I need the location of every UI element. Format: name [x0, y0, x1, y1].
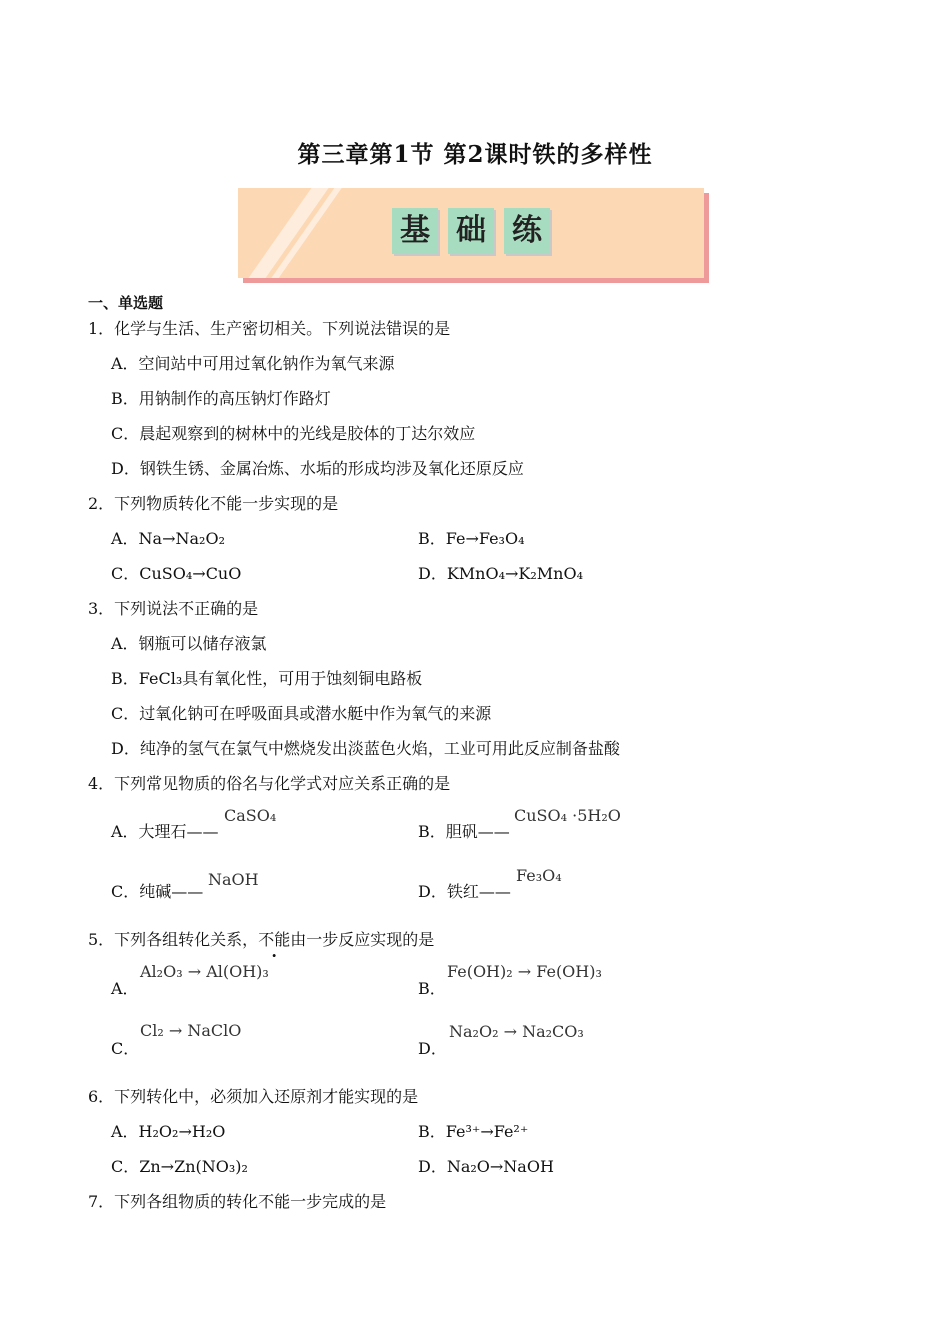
- question-5-stem: [88, 927, 434, 950]
- q6-option-d: D．Na₂O→NaOH: [418, 1157, 554, 1176]
- q3-option-c: C．过氧化钠可在呼吸面具或潜水艇中作为氧气的来源: [111, 704, 492, 723]
- q4-formula-d: Fe₃O₄: [516, 866, 562, 885]
- banner-char: 基: [392, 208, 438, 254]
- q4-option-d: D．铁红——: [418, 882, 511, 901]
- q4-formula-b: CuSO₄ ·5H₂O: [514, 806, 621, 825]
- q5-option-c: C．: [111, 1039, 140, 1058]
- q3-option-b: B．FeCl₃具有氧化性，可用于蚀刻铜电路板: [111, 669, 423, 688]
- banner-char: 础: [448, 208, 494, 254]
- q5-option-b: B．: [418, 979, 446, 998]
- section-heading: 一、单选题: [88, 294, 164, 312]
- q5-stem-post: 由一步反应实现的是: [290, 930, 435, 949]
- question-1-stem: 1．化学与生活、生产密切相关。下列说法错误的是: [88, 319, 451, 338]
- banner-char: 练: [504, 208, 550, 254]
- q2-option-d: D．KMnO₄→K₂MnO₄: [418, 564, 583, 583]
- question-4-stem: 4．下列常见物质的俗名与化学式对应关系正确的是: [88, 774, 451, 793]
- q2-option-a: A．Na→Na₂O₂: [111, 529, 225, 548]
- q4-option-a: A．大理石——: [111, 822, 219, 841]
- q1-option-d: D．钢铁生锈、金属冶炼、水垢的形成均涉及氧化还原反应: [111, 459, 524, 478]
- q1-option-b: B．用钠制作的高压钠灯作路灯: [111, 389, 331, 408]
- q4-option-b: B．胆矾——: [418, 822, 510, 841]
- q5-stem-emphasis: 不能: [258, 930, 291, 949]
- question-2-stem: 2．下列物质转化不能一步实现的是: [88, 494, 339, 513]
- question-3-stem: 3．下列说法不正确的是: [88, 599, 259, 618]
- q6-option-c: C．Zn→Zn(NO₃)₂: [111, 1157, 248, 1176]
- q2-option-b: B．Fe→Fe₃O₄: [418, 529, 525, 548]
- q1-option-c: C．晨起观察到的树林中的光线是胶体的丁达尔效应: [111, 424, 476, 443]
- q6-option-a: A．H₂O₂→H₂O: [111, 1122, 226, 1141]
- question-7-stem: 7．下列各组物质的转化不能一步完成的是: [88, 1192, 387, 1211]
- banner-chars: [238, 208, 704, 254]
- q5-formula-b: Fe(OH)₂ → Fe(OH)₃: [447, 962, 602, 981]
- q4-formula-c: NaOH: [208, 870, 259, 889]
- q1-option-a: A．空间站中可用过氧化钠作为氧气来源: [111, 354, 395, 373]
- q2-option-c: C．CuSO₄→CuO: [111, 564, 242, 583]
- question-6-stem: 6．下列转化中，必须加入还原剂才能实现的是: [88, 1087, 419, 1106]
- q5-option-d: D．: [418, 1039, 447, 1058]
- q5-stem-pre: 5．下列各组转化关系，: [88, 930, 259, 949]
- page-title: 第三章第1节 第2课时铁的多样性: [297, 141, 653, 168]
- q4-formula-a: CaSO₄: [224, 806, 277, 825]
- q3-option-d: D．纯净的氢气在氯气中燃烧发出淡蓝色火焰，工业可用此反应制备盐酸: [111, 739, 620, 758]
- q5-formula-a: Al₂O₃ → Al(OH)₃: [140, 962, 269, 981]
- q5-formula-d: Na₂O₂ → Na₂CO₃: [449, 1022, 584, 1041]
- basic-practice-banner: [238, 188, 704, 278]
- q5-formula-c: Cl₂ → NaClO: [140, 1021, 242, 1040]
- q3-option-a: A．钢瓶可以储存液氯: [111, 634, 267, 653]
- q6-option-b: B．Fe³⁺→Fe²⁺: [418, 1122, 529, 1141]
- q5-option-a: A．: [111, 979, 139, 998]
- q4-option-c: C．纯碱——: [111, 882, 204, 901]
